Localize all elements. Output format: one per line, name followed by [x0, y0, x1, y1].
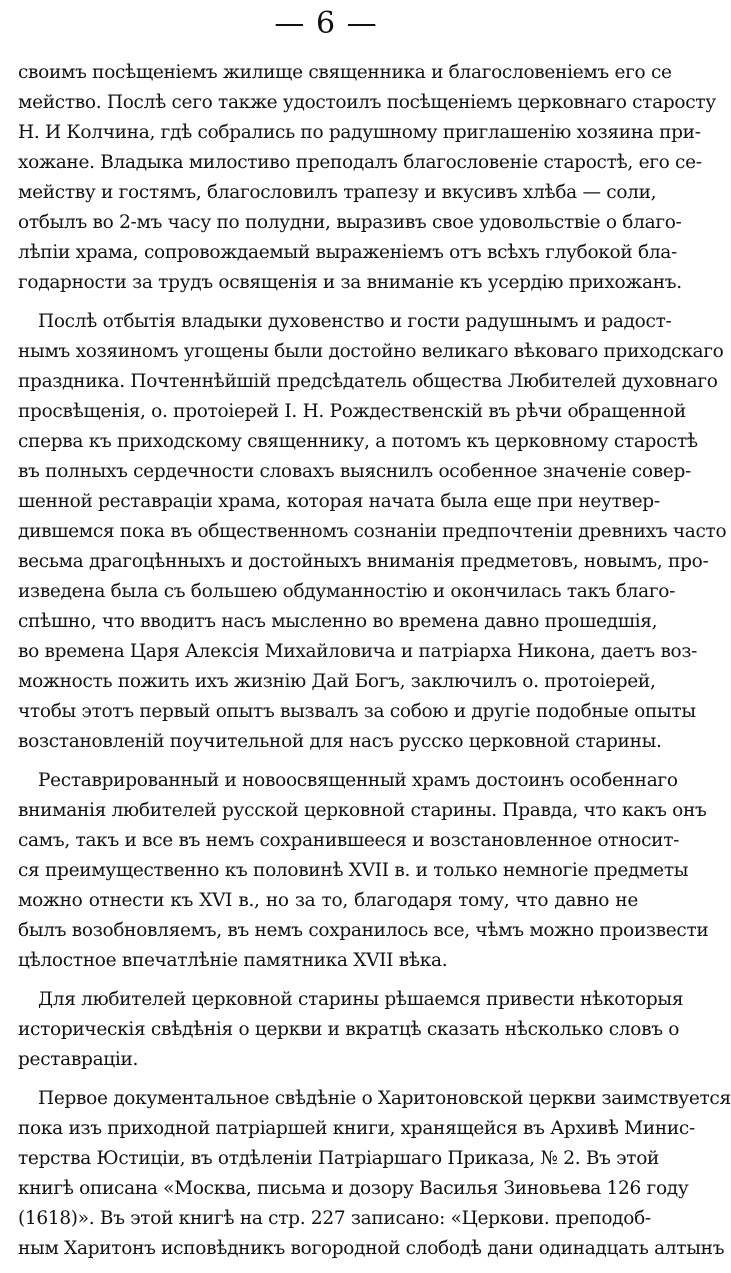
paragraph-4: [18, 985, 684, 1075]
text-line: сперва къ приходскому священнику, а потомъ къ церковному старостѣ: [18, 431, 698, 452]
text-line: мейство. Послѣ сего также удостоилъ посѣщеніемъ церковнаго старосту: [18, 92, 716, 113]
paragraph-3: [18, 766, 709, 976]
text-line: во времена Царя Алексія Михайловича и патріарха Никона, даетъ воз-: [18, 641, 698, 662]
text-line: Н. И Колчина, гдѣ собрались по радушному приглашенію хозяина при-: [18, 122, 701, 143]
text-line: Послѣ отбытія владыки духовенство и гости радушнымъ и радост-: [38, 311, 672, 332]
text-line: Первое документальное свѣдѣніе о Харитоновской церкви заимствуется: [38, 1088, 731, 1109]
paragraph-2: [18, 307, 727, 757]
text-line: праздника. Почтеннѣйшій предсѣдатель общества Любителей духовнаго: [18, 371, 718, 392]
text-line: шенной реставраціи храма, которая начата была еще при неутвер-: [18, 491, 660, 512]
text-line: просвѣщенія, о. протоіерей І. Н. Рождественскій въ рѣчи обращенной: [18, 401, 686, 422]
text-line: весьма драгоцѣнныхъ и достойныхъ вниманія предметовъ, новымъ, про-: [18, 551, 709, 572]
text-line: вниманія любителей русской церковной старины. Правда, что какъ онъ: [18, 800, 707, 821]
text-line: мейству и гостямъ, благословилъ трапезу и вкусивъ хлѣба — соли,: [18, 182, 657, 203]
text-line: въ полныхъ сердечности словахъ выяснилъ особенное значеніе совер-: [18, 461, 691, 482]
body-text: [18, 58, 731, 1273]
text-line: можно отнести къ XVI в., но за то, благодаря тому, что давно не: [18, 890, 638, 911]
text-line: реставраціи.: [18, 1049, 139, 1070]
text-line: терства Юстиціи, въ отдѣленіи Патріаршаго Приказа, № 2. Въ этой: [18, 1148, 660, 1169]
text-line: историческія свѣдѣнія о церкви и вкратцѣ сказать нѣсколько словъ о: [18, 1019, 680, 1040]
text-line: нымъ хозяиномъ угощены были достойно великаго вѣковаго приходскаго: [18, 341, 724, 362]
text-line: ся преимущественно къ половинѣ XVII в. и только немногіе предметы: [18, 860, 689, 881]
text-line: цѣлостное впечатлѣніе памятника XVII вѣка.: [18, 950, 448, 971]
page-number: — 6 —: [274, 6, 378, 41]
text-line: пока изъ приходной патріаршей книги, хранящейся въ Архивѣ Минис-: [18, 1118, 695, 1139]
text-line: дившемся пока въ общественномъ сознаніи предпочтеніи древнихъ часто: [18, 521, 727, 542]
text-line: изведена была съ большею обдуманностію и окончилась такъ благо-: [18, 581, 676, 602]
paragraph-5: [18, 1084, 731, 1264]
text-line: годарности за трудъ освященія и за вниманіе къ усердію прихожанъ.: [18, 272, 682, 293]
text-line: Реставрированный и новоосвященный храмъ достоинъ особеннаго: [38, 770, 678, 791]
text-line: самъ, такъ и все въ немъ сохранившееся и возстановленное относит-: [18, 830, 680, 851]
text-line: спѣшно, что вводитъ насъ мысленно во времена давно прошедшія,: [18, 611, 658, 632]
text-line: ным Харитонъ исповѣдникъ вогородной слободѣ дани одинадцать алтынъ: [18, 1238, 725, 1259]
text-line: Для любителей церковной старины рѣшаемся привести нѣкоторыя: [38, 989, 684, 1010]
text-line: хожане. Владыка милостиво преподалъ благословеніе старостѣ, его се-: [18, 152, 702, 173]
text-line: отбылъ во 2-мъ часу по полудни, выразивъ свое удовольствіе о благо-: [18, 212, 682, 233]
text-line: возстановленій поучительной для насъ русско церковной старины.: [18, 731, 662, 752]
text-line: книгѣ описана «Москва, письма и дозору Василья Зиновьева 126 году: [18, 1178, 689, 1199]
paragraph-1: [18, 58, 716, 298]
text-line: можность пожить ихъ жизнію Дай Богъ, заключилъ о. протоіерей,: [18, 671, 656, 692]
text-line: чтобы этотъ первый опытъ вызвалъ за собою и другіе подобные опыты: [18, 701, 696, 722]
text-line: былъ возобновляемъ, въ немъ сохранилось все, чѣмъ можно произвести: [18, 920, 709, 941]
text-line: лѣпіи храма, сопровождаемый выраженіемъ отъ всѣхъ глубокой бла-: [18, 242, 677, 263]
text-line: своимъ посѣщеніемъ жилище священника и благословеніемъ его се: [18, 62, 672, 83]
text-line: (1618)». Въ этой книгѣ на стр. 227 записано: «Церкови. преподоб-: [18, 1208, 651, 1229]
